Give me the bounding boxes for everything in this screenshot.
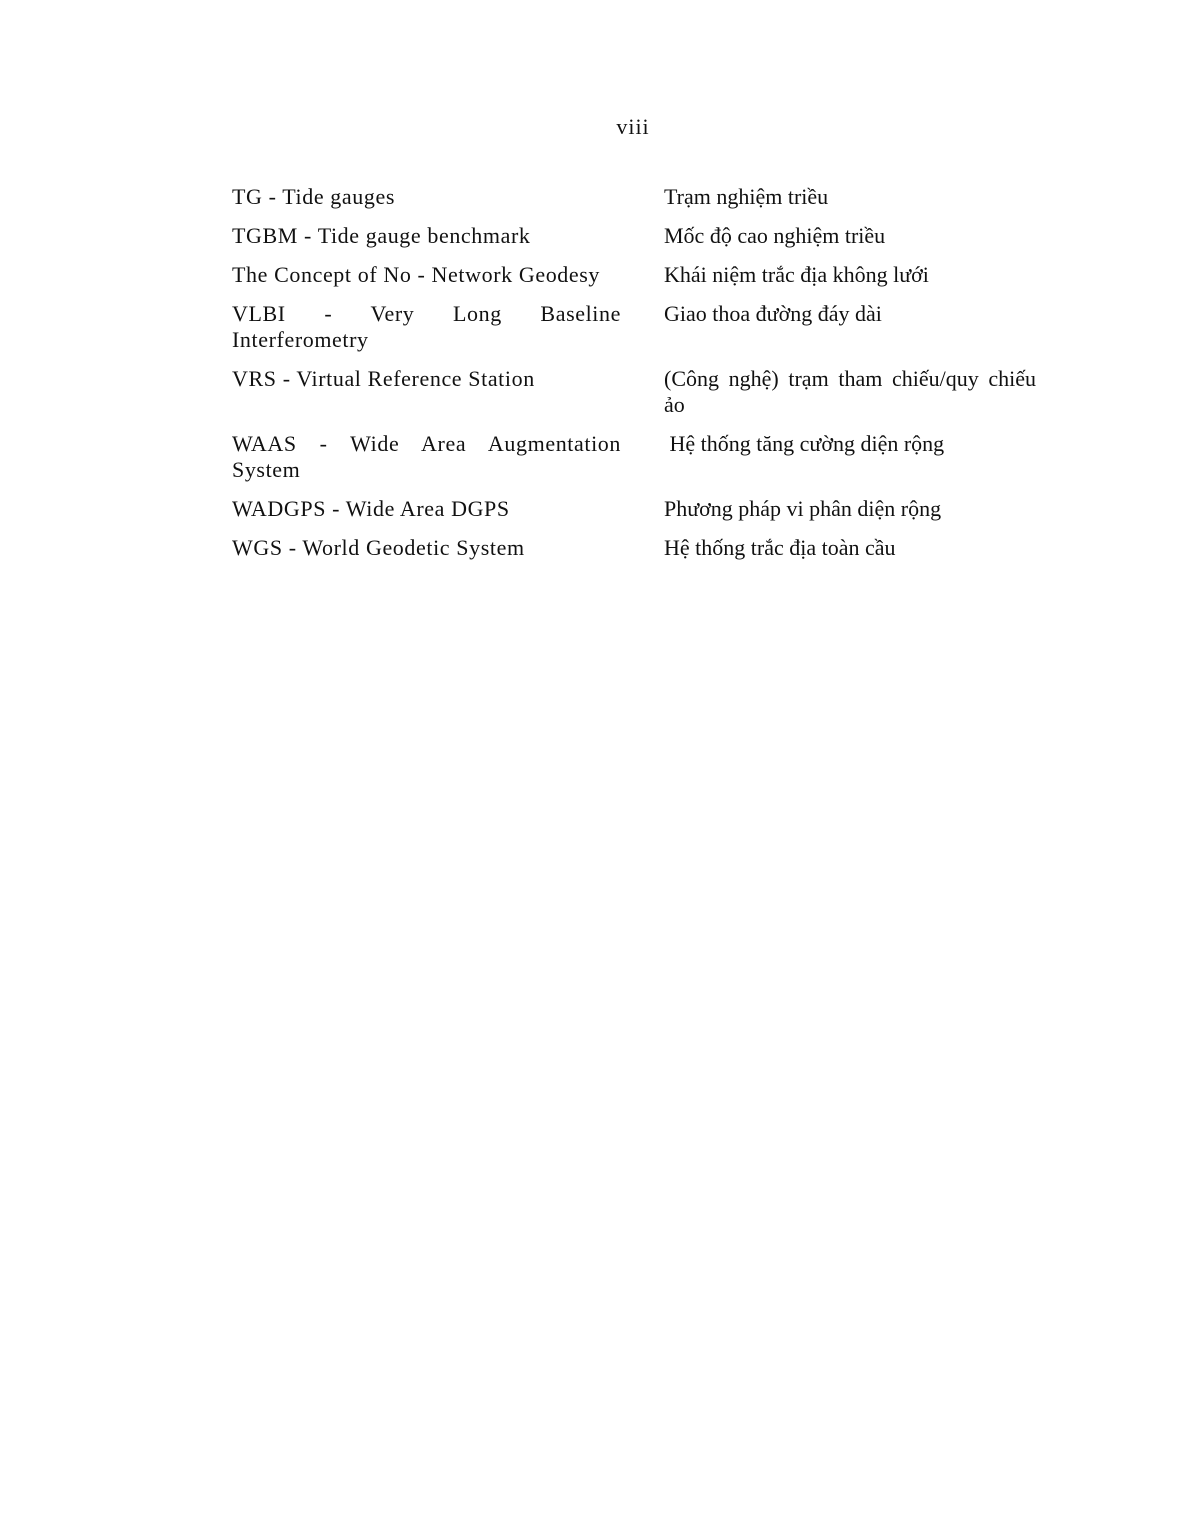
abbreviation-meaning: Hệ thống trắc địa toàn cầu [664, 535, 896, 560]
list-item [232, 262, 1036, 288]
list-item [232, 535, 1036, 561]
list-item [232, 184, 1036, 210]
abbreviation-term: The Concept of No - Network Geodesy [232, 262, 601, 287]
list-item [232, 301, 1036, 353]
abbreviation-meaning: Phương pháp vi phân diện rộng [664, 496, 942, 521]
abbreviation-meaning: Khái niệm trắc địa không lưới [664, 262, 929, 287]
abbreviation-term: WADGPS - Wide Area DGPS [232, 496, 510, 521]
abbreviation-term: TGBM - Tide gauge benchmark [232, 223, 531, 248]
abbreviation-list [232, 184, 1036, 574]
list-item [232, 496, 1036, 522]
abbreviation-meaning: Giao thoa đường đáy dài [664, 301, 882, 326]
list-item [232, 223, 1036, 249]
abbreviation-term: TG - Tide gauges [232, 184, 395, 209]
abbreviation-meaning: Mốc độ cao nghiệm triều [664, 223, 886, 248]
abbreviation-meaning: Trạm nghiệm triều [664, 184, 829, 209]
abbreviation-term: WGS - World Geodetic System [232, 535, 525, 560]
list-item [232, 366, 1036, 418]
abbreviation-term: WAAS - Wide Area Augmentation System [232, 431, 621, 482]
abbreviation-meaning: (Công nghệ) trạm tham chiếu/quy chiếu ảo [664, 366, 1036, 417]
abbreviation-term: VLBI - Very Long Baseline Interferometry [232, 301, 621, 352]
abbreviation-meaning: Hệ thống tăng cường diện rộng [664, 431, 945, 456]
list-item [232, 431, 1036, 483]
page-number: viii [616, 114, 650, 139]
abbreviation-term: VRS - Virtual Reference Station [232, 366, 535, 391]
